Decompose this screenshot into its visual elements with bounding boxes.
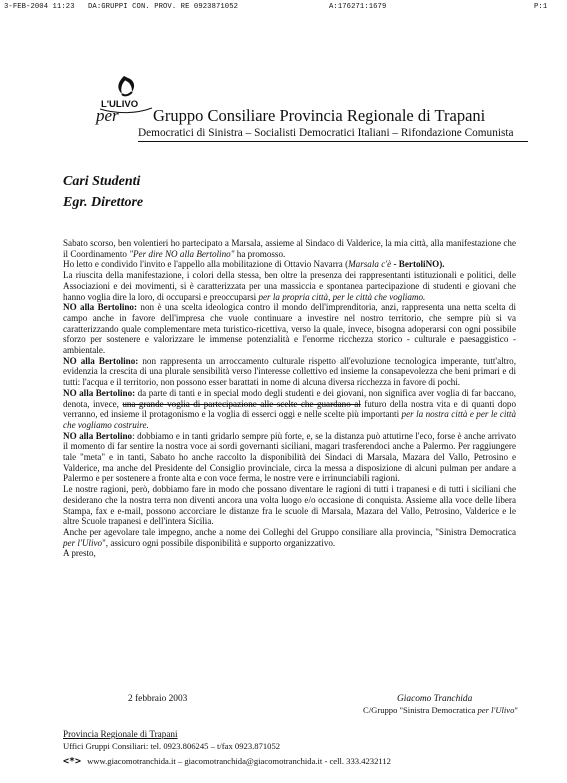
paragraph: NO alla Bertolino: da parte di tanti e in special modo degli studenti e dei giovani, non significa aver voglia di far baccano, denota, invece, una grande voglia di partecipazione alle scelte che guardano al futuro della nostra vita e di quanti dopo verranno, ed insieme il protagonismo e la voglia di esserci oggi e nelle scelte più importanti per la nostra città e per le città che vogliamo costruire.	[63, 387, 517, 430]
footer-phones: Uffici Gruppi Consiliari: tel. 0923.806245 – t/fax 0923.871052	[63, 741, 281, 751]
fax-from: DA:GRUPPI CON. PROV. RE 0923871052	[88, 3, 239, 11]
signature-name: Giacomo Tranchida	[397, 694, 473, 704]
closing: A presto,	[63, 548, 96, 559]
letterhead-subtitle: Democratici di Sinistra – Socialisti Democratici Italiani – Rifondazione Comunista	[138, 127, 514, 139]
paragraph: Anche per agevolare tale impegno, anche a nome dei Colleghi del Gruppo consiliare alla provincia, "Sinistra Democratica per l'Ulivo", assicuro ogni possibile disponibilità e supporto organizzativo.	[63, 526, 516, 548]
footer-glyph: <*>	[63, 756, 82, 767]
logo-text: L'ULIVO	[101, 99, 139, 110]
letterhead-per: per	[96, 106, 119, 125]
paragraph: NO alla Bertolino: dobbiamo e in tanti gridarlo sempre più forte, e, se la distanza può attutirne l'eco, forse è anche arrivato il momento di far sentire la nostra voce ai sordi governanti siciliani, magari trasferendoci anche a Palermo. Per raggiungere tale "meta" e in tanti, Sabato ho anche raccolto la disponibilità dei Sindaci di Marsala, Mazara del Vallo, Petrosino e Valderice, ma anche del Presidente del Consiglio provinciale, circa la messa a disposizione di alcuni pulman per andare a Palermo e per sostenere a fronte alta e con voce ferma, le nostre vere e irrinunciabili ragioni.	[63, 430, 516, 484]
greeting-students: Cari Studenti	[63, 174, 141, 189]
greeting-director: Egr. Direttore	[63, 195, 144, 210]
signature-date: 2 febbraio 2003	[128, 694, 188, 704]
letter-body	[63, 238, 516, 559]
paragraph: NO alla Bertolino: non è una scelta ideologica contro il mondo dell'imprenditoria, anzi, rappresenta una netta scelta di campo anche in favore dell'impresa che vuole continuare a investire nel nostro territorio, che sempre più si va caratterizzando quale complementare meta turistico-ricettiva, verso la quale, invece, bisogna adoperarsi con ogni possibile sforzo per sostenere e valorizzare le immense potenzialità e l'enorme ricchezza storico - culturale e paesaggistico - ambientale.	[63, 302, 517, 356]
letterhead-title: Gruppo Consiliare Provincia Regionale di Trapani	[153, 106, 486, 125]
fax-page: P:1	[534, 3, 548, 11]
paragraph: Sabato scorso, ben volentieri ho partecipato a Marsala, assieme al Sindaco di Valderice, la mia città, alla manifestazione che il Coordinamento "Per dire NO alla Bertolino" ha promosso.	[63, 238, 516, 259]
footer-province: Provincia Regionale di Trapani	[63, 729, 178, 739]
signature-org: C/Gruppo "Sinistra Democratica per l'Ulivo"	[363, 705, 518, 715]
paragraph: Le nostre ragioni, però, dobbiamo fare in modo che possano diventare le ragioni di tutti i trapanesi e di tutti i siciliani che desiderano che la nostra terra non diventi ancora una volta luogo e/o occasione di conquista. Assieme alla voce delle libera Stampa, fax e e-mail, possono accorciare le distanze fra le scuole di Marsala, Mazara del Vallo, Petrosino, Valderice e le altre Scuole trapanesi e dell'intera Sicilia.	[63, 484, 516, 527]
letterhead-rule	[138, 141, 528, 142]
paragraph: NO alla Bertolino: non rappresenta un arroccamento culturale rispetto all'evoluzione tecnologica imperante, tutt'altro, evidenzia la crescita di una plurale sensibilità verso l'interesse collettivo ed insieme la consapevolezza che beni primari e di tutti: l'acqua e il territorio, non possono esser barattati in nome di alcuna diversa ricchezza in favore di pochi.	[63, 355, 517, 388]
fax-to: A:176271:1679	[329, 3, 387, 11]
paragraph: Ho letto e condivido l'invito e l'appello alla mobilitazione di Ottavio Navarra (Marsala c'è - BertoliNO).	[63, 259, 445, 270]
fax-header	[4, 3, 564, 13]
fax-date: 3-FEB-2004 11:23	[4, 3, 75, 11]
paragraph: La riuscita della manifestazione, i colori della stessa, ben oltre la presenza dei rappresentanti istituzionali e politici, delle Associazioni e dei movimenti, si è caratterizzata per una massiccia e spontanea partecipazione di studenti e giovani che hanno voglia dire la loro, di occuparsi e preoccuparsi per la propria città, per le città che vogliamo.	[63, 270, 516, 302]
footer-contacts	[63, 756, 391, 767]
footer-web-email[interactable]: www.giacomotranchida.it – giacomotranchida@giacomotranchida.it - cell. 333.4232112	[87, 756, 391, 766]
